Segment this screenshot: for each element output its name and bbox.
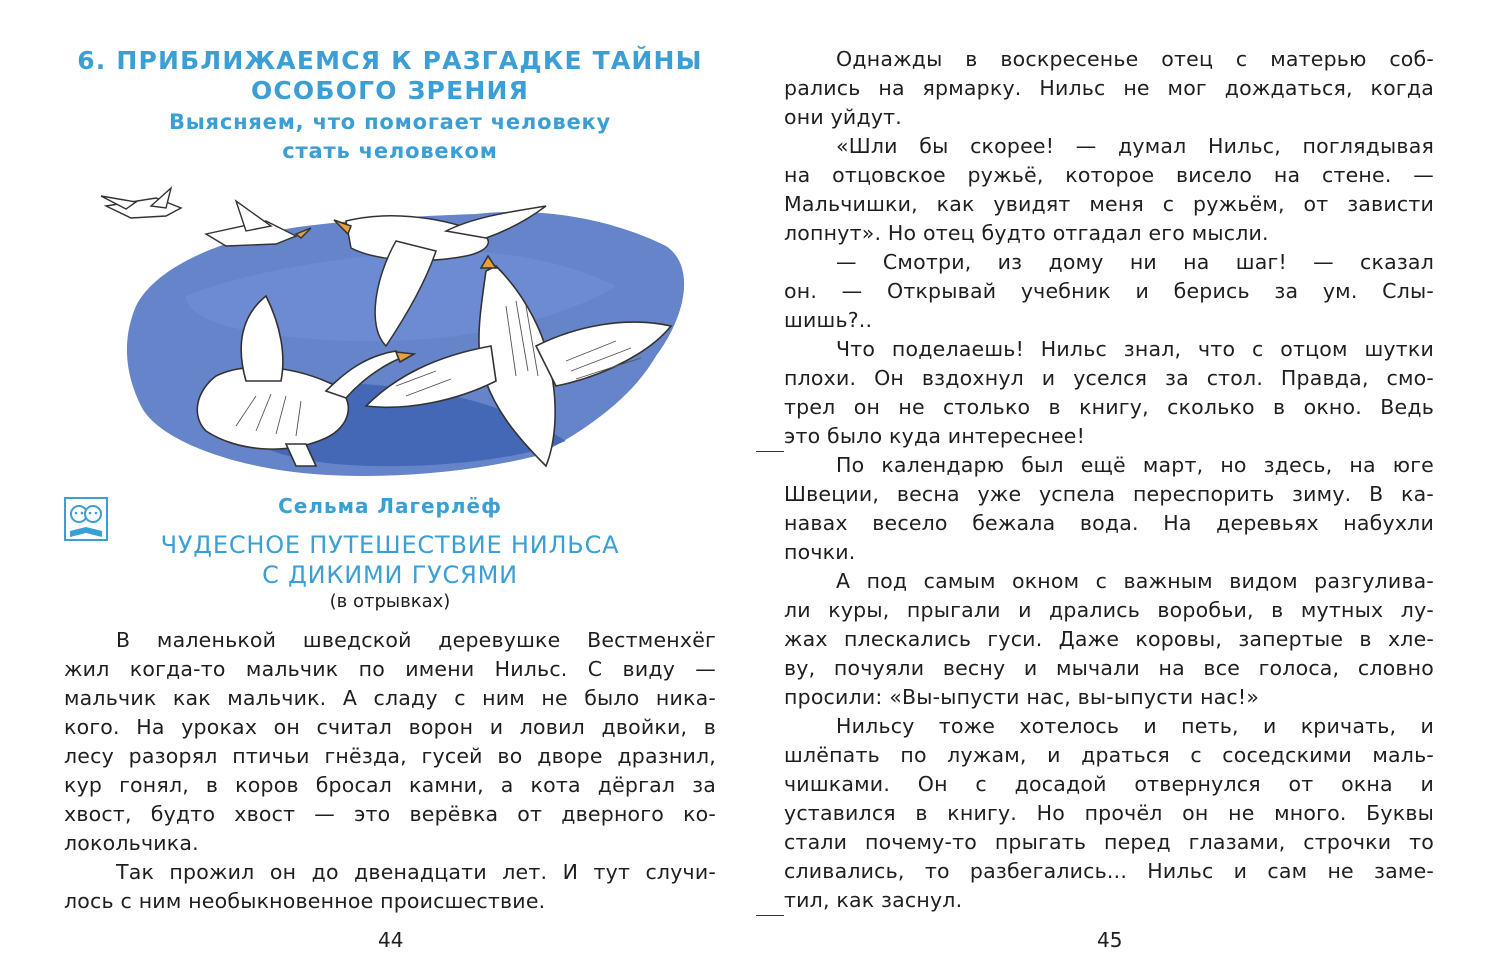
- text-line: рались на ярмарку. Нильс не мог дождаться, когда: [784, 76, 1434, 100]
- text-line: Мальчишки, как увидят меня с ружьём, от зависти: [784, 192, 1434, 216]
- text-line: стали почему-то прыгать перед глазами, строчки то: [784, 830, 1434, 854]
- left-page-text: [64, 626, 716, 916]
- text-line: локольчика.: [64, 831, 199, 855]
- text-line: лесу разорял птичьи гнёзда, гусей во дворе дразнил,: [64, 744, 716, 768]
- text-line: жах плескались гуси. Даже коровы, запертые в хле-: [784, 627, 1434, 651]
- text-line: они уйдут.: [784, 105, 903, 129]
- page-number: 45: [1097, 928, 1123, 952]
- chapter-subtitle-line: Выясняем, что помогает человеку: [168, 110, 612, 134]
- text-line: почки.: [784, 540, 856, 564]
- flying-geese-illustration: [96, 176, 696, 481]
- text-line: Так прожил он до двенадцати лет. И тут случи-: [116, 860, 716, 884]
- text-line: Однажды в воскресенье отец с матерью соб-: [836, 47, 1434, 71]
- text-line: ли куры, прыгали и дрались воробьи, в мутных лу-: [784, 598, 1434, 622]
- chapter-subtitle: [60, 108, 720, 166]
- text-line: он. — Открывай учебник и берись за ум. Слы-: [784, 279, 1434, 303]
- story-title-line: С ДИКИМИ ГУСЯМИ: [262, 561, 518, 589]
- text-line: — Смотри, из дому ни на шаг! — сказал: [836, 250, 1434, 274]
- right-page-text: [784, 45, 1434, 915]
- text-line: плохи. Он вздохнул и уселся за стол. Правда, смо-: [784, 366, 1434, 390]
- story-note: (в отрывках): [329, 591, 451, 612]
- text-line: «Шли бы скорее! — думал Нильс, поглядывая: [836, 134, 1434, 158]
- text-line: тил, как заснул.: [784, 888, 963, 912]
- text-line: Нильсу тоже хотелось и петь, и кричать, и: [836, 714, 1434, 738]
- text-line: уставился в книгу. Но прочёл он не много. Буквы: [784, 801, 1434, 825]
- story-title-line: ЧУДЕСНОЕ ПУТЕШЕСТВИЕ НИЛЬСА: [160, 531, 620, 559]
- text-line: чишками. Он с досадой отвернулся от окна и: [784, 772, 1434, 796]
- text-line: жил когда-то мальчик по имени Нильс. С виду —: [64, 657, 716, 681]
- page-number: 44: [378, 928, 404, 952]
- text-line: лопнут». Но отец будто отгадал его мысли.: [784, 221, 1269, 245]
- story-author: Сельма Лагерлёф: [278, 494, 502, 518]
- text-line: трел он не столько в книгу, сколько в окно. Ведь: [784, 395, 1434, 419]
- chapter-subtitle-line: стать человеком: [282, 139, 498, 163]
- text-line: кур гонял, в коров бросал камни, а кота дёргал за: [64, 773, 716, 797]
- text-line: сливались, то разбегались... Нильс и сам не заме-: [784, 859, 1434, 883]
- text-line: А под самым окном с важным видом разгулива-: [836, 569, 1434, 593]
- text-line: ву, почуяли весну и мычали на все голоса, словно: [784, 656, 1434, 680]
- text-line: хвост, будто хвост — это верёвка от дверного ко-: [64, 802, 716, 826]
- text-line: Что поделаешь! Нильс знал, что с отцом шутки: [836, 337, 1434, 361]
- chapter-title-line: 6. ПРИБЛИЖАЕМСЯ К РАЗГАДКЕ ТАЙНЫ: [77, 46, 703, 75]
- text-line: мальчик как мальчик. А сладу с ним не было ника-: [64, 686, 716, 710]
- text-line: на отцовское ружьё, которое висело на стене. —: [784, 163, 1434, 187]
- chapter-title: [60, 46, 720, 106]
- text-line: кого. На уроках он считал ворон и ловил двойки, в: [64, 715, 716, 739]
- margin-mark: [756, 451, 784, 452]
- right-page: [750, 0, 1500, 961]
- text-line: это было куда интереснее!: [784, 424, 1086, 448]
- text-line: Швеции, весна уже успела переспорить зиму. В ка-: [784, 482, 1434, 506]
- text-line: навах весело бежала вода. На деревьях набухли: [784, 511, 1434, 535]
- text-line: лось с ним необыкновенное происшествие.: [64, 889, 546, 913]
- text-line: В маленькой шведской деревушке Вестменхёг: [116, 628, 716, 652]
- text-line: шишь?..: [784, 308, 873, 332]
- text-line: шлёпать по лужам, и драться с соседскими маль-: [784, 743, 1434, 767]
- text-line: просили: «Вы-ыпусти нас, вы-ыпусти нас!»: [784, 685, 1260, 709]
- text-line: По календарю был ещё март, но здесь, на юге: [836, 453, 1434, 477]
- story-title: [60, 530, 720, 590]
- chapter-title-line: ОСОБОГО ЗРЕНИЯ: [250, 76, 530, 105]
- margin-mark: [756, 915, 784, 916]
